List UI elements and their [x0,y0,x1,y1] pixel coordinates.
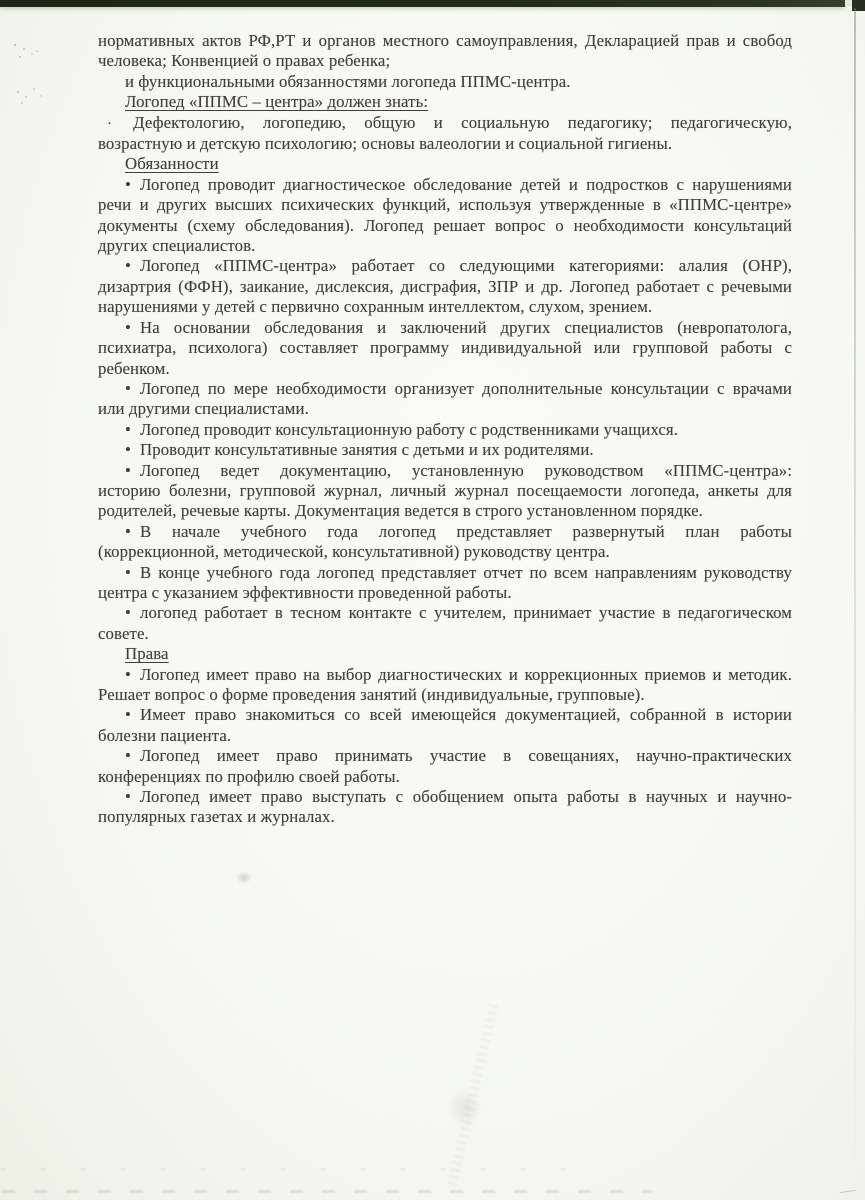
scan-bottom-dashes [2,1190,652,1193]
doc-bullet-line [98,297,792,317]
doc-bullet-line [98,624,792,644]
doc-line-text: Имеет право знакомиться со всей имеющейся документацией, собранной в истории [139,705,792,725]
doc-bullet-line [98,256,792,276]
doc-bullet-line [98,338,792,358]
doc-bullet-line [98,236,792,256]
doc-bullet-line [98,685,792,705]
doc-bullet-line [98,216,792,236]
pencil-speckles [14,44,16,46]
doc-bullet-line [98,767,792,787]
doc-line-text: В конце учебного года логопед представляет отчет по всем направлениям руководству [139,562,792,582]
document-body [98,31,792,828]
doc-bullet-line [98,440,792,460]
scan-streak-blob [448,1088,482,1128]
doc-paragraph-line [98,31,792,51]
doc-bullet-line [98,359,792,379]
bullet-marker: • [125,317,131,337]
doc-line-text: Логопед проводит диагностическое обследование детей и подростков с нарушениями [139,174,792,194]
doc-line-text: дизартрия (ФФН), заикание, дислексия, дисграфия, ЗПР и др. Логопед работает с речевыми [98,276,792,296]
bullet-marker: • [125,705,131,725]
doc-bullet-line [98,481,792,501]
bullet-marker: • [125,787,131,807]
scan-edge-top-gap [845,0,852,7]
doc-line-text: документы (схему обследования). Логопед решает вопрос о необходимости консультаций [98,215,792,235]
doc-line-text: других специалистов. [98,236,256,256]
doc-line-text: речи и других высших психических функций, используя утвержденные в «ППМС-центре» [98,195,792,215]
doc-line-text: Логопед имеет право выступать с обобщением опыта работы в научных и научно- [139,787,792,807]
bullet-marker: · [107,115,113,132]
bullet-marker: • [125,664,131,684]
doc-line-text: Логопед имеет право принимать участие в совещаниях, научно-практических [139,746,792,766]
doc-line-text: болезни пациента. [98,725,232,745]
doc-bullet-line [98,277,792,297]
bullet-marker: • [125,419,131,439]
doc-bullet-line [98,563,792,583]
doc-heading-line [98,154,792,174]
doc-line-text: Проводит консультативные занятия с детьми и их родителями. [139,440,594,460]
doc-bullet-line [98,379,792,399]
doc-line-text: Логопед «ППМС-центра» работает со следующими категориями: алалия (ОНР), [139,256,792,276]
doc-line-text: и функциональными обязанностями логопеда ППМС-центра. [125,71,571,91]
doc-line-text: Дефектологию, логопедию, общую и социальную педагогику; педагогическую, [133,112,792,132]
doc-bullet-line [98,501,792,521]
doc-bullet-line [98,113,792,134]
doc-line-text: человека; Конвенцией о правах ребенка; [98,51,391,71]
doc-line-text: логопед работает в тесном контакте с учителем, принимает участие в педагогическом [139,603,792,623]
doc-line-text: историю болезни, групповой журнал, личный журнал посещаемости логопеда, анкеты для [98,480,792,500]
paper-right-edge-line [854,8,856,1158]
doc-line-text: психиатра, психолога) составляет программу индивидуальной или групповой работы с [98,338,792,358]
doc-heading-line [98,92,792,112]
doc-bullet-line [98,746,792,766]
doc-line-text: популярных газетах и журналах. [98,807,335,827]
bullet-marker: • [125,440,131,460]
doc-line-text: нормативных актов РФ,РТ и органов местного самоуправления, Декларацией прав и свобод [98,31,792,50]
doc-bullet-line [98,603,792,623]
bullet-marker: • [125,603,131,623]
doc-line-text: или другими специалистами. [98,399,309,419]
doc-line-text: На основании обследования и заключений других специалистов (невропатолога, [139,317,792,337]
doc-line-text: возрастную и детскую психологию; основы валеологии и социальной гигиены. [98,134,673,154]
doc-line-text: нарушениями у детей с первично сохранным интеллектом, слухом, зрением. [98,297,653,317]
doc-line-text: ребенком. [98,358,170,378]
doc-line-text: Логопед ведет документацию, установленную руководством «ППМС-центра»: [139,460,792,480]
doc-paragraph-line [98,72,792,92]
doc-bullet-line [98,705,792,725]
doc-paragraph-line [98,51,792,71]
doc-line-text: (коррекционной, методической, консультативной) руководству центра. [98,542,610,562]
doc-bullet-line [98,522,792,542]
doc-bullet-line [98,461,792,481]
doc-bullet-line [98,542,792,562]
scan-bottom-dots [0,1168,580,1170]
doc-bullet-line [98,195,792,215]
doc-bullet-line [98,399,792,419]
doc-bullet-line [98,807,792,827]
doc-line-text: совете. [98,623,149,643]
doc-bullet-line [98,787,792,807]
doc-line-text: родителей, речевые карты. Документация ведется в строго установленном порядке. [98,501,703,521]
doc-bullet-line [98,318,792,338]
doc-line-text: Решает вопрос о форме проведения занятий (индивидуальные, групповые). [98,685,645,704]
bullet-marker: • [125,746,131,766]
doc-bullet-line [98,420,792,440]
doc-line-text: Логопед проводит консультационную работу с родственниками учащихся. [139,419,679,439]
scan-edge-top [0,0,845,7]
doc-bullet-line [98,583,792,603]
bullet-marker: • [125,174,131,194]
doc-bullet-line [98,665,792,685]
doc-line-text: конференциях по профилю своей работы. [98,766,400,786]
bullet-marker: • [125,521,131,541]
bullet-marker: • [125,256,131,276]
doc-heading-line [98,644,792,664]
ink-smudge [236,871,252,884]
doc-line-text: Логопед по мере необходимости организует дополнительные консультации с врачами [139,378,792,398]
bullet-marker: • [125,378,131,398]
doc-heading-text: Логопед «ППМС – центра» должен знать: [125,92,429,112]
doc-heading-text: Обязанности [125,154,219,174]
bullet-marker: • [125,460,131,480]
doc-line-text: В начале учебного года логопед представляет развернутый план работы [139,521,792,541]
doc-bullet-line [98,134,792,154]
paper-bottom-right-corner-mark [838,1181,855,1193]
doc-line-text: центра с указанием эффективности проведенной работы. [98,582,512,602]
doc-bullet-line [98,726,792,746]
bullet-marker: • [125,562,131,582]
doc-bullet-line [98,175,792,195]
doc-heading-text: Права [125,644,169,664]
doc-line-text: Логопед имеет право на выбор диагностических и коррекционных приемов и методик. [139,664,792,684]
